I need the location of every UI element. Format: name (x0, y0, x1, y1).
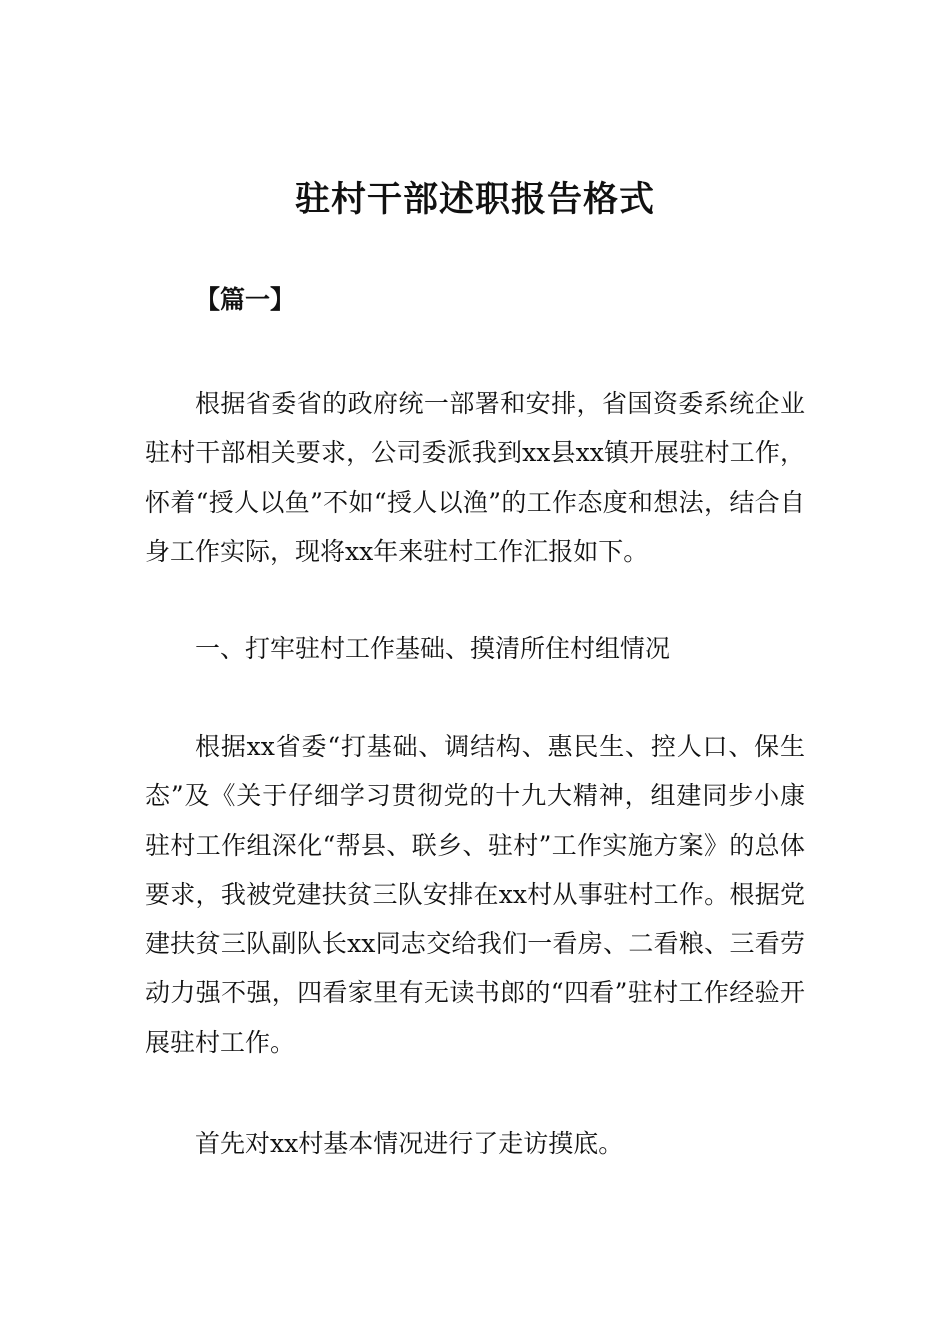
section-label: 【篇一】 (195, 285, 296, 314)
section-heading: 一、打牢驻村工作基础、摸清所住村组情况 (195, 634, 671, 663)
paragraph-intro: 根据省委省的政府统一部署和安排，省国资委系统企业驻村干部相关要求，公司委派我到xx县xx镇开展驻村工作，怀着“授人以鱼”不如“授人以渔”的工作态度和想法，结合自身工作实际，现将xx年来驻村工作汇报如下。 (145, 389, 805, 566)
paragraph-closing: 首先对xx村基本情况进行了走访摸底。 (195, 1129, 624, 1158)
paragraph-body: 根据xx省委“打基础、调结构、惠民生、控人口、保生态”及《关于仔细学习贯彻党的十九大精神，组建同步小康驻村工作组深化“帮县、联乡、驻村”工作实施方案》的总体要求，我被党建扶贫三队安排在xx村从事驻村工作。根据党建扶贫三队副队长xx同志交给我们一看房、二看粮、三看劳动力强不强，四看家里有无读书郎的“四看”驻村工作经验开展驻村工作。 (145, 732, 805, 1057)
document-title: 驻村干部述职报告格式 (294, 180, 655, 220)
